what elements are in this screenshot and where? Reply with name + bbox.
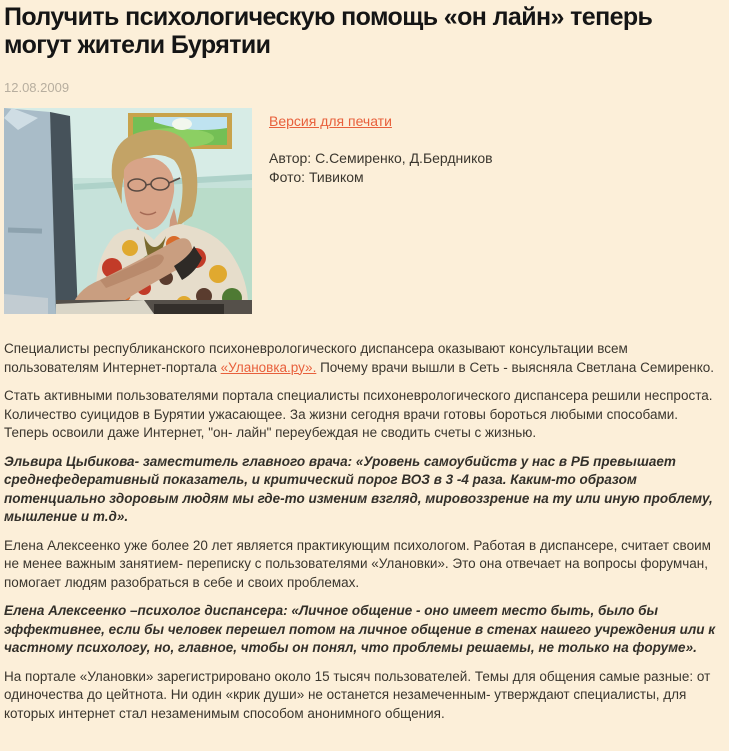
article-paragraph-4: Елена Алексеенко уже более 20 лет является практикующим психологом. Работая в диспансере, считает своим не менее важным занятием- переписку с пользователями «Улановки». Это она отвечает на вопросы форумчан, помогает людям разобраться в себе и своих проблемах. (4, 537, 711, 590)
desk (56, 300, 252, 314)
article-photo (4, 108, 252, 314)
ulanovka-link[interactable]: «Улановка.ру». (220, 359, 317, 375)
article-paragraph-2: Стать активными пользователями портала специалисты психоневрологического диспансера решили неспроста. Количество суицидов в Бурятии ужасающее. За жизни сегодня врачи готовы бороться любыми способами. Теперь освоили даже Интернет, "он- лайн" переубеждая не сводить счеты с жизнью. (4, 388, 713, 440)
article-meta (269, 108, 493, 314)
photo-illustration (4, 108, 252, 314)
article-date: 12.08.2009 (4, 80, 70, 95)
photo-credit-line: Фото: Тивиком (269, 169, 364, 185)
article-paragraph-lead (4, 340, 722, 377)
article-body (4, 340, 722, 723)
monitor (4, 108, 78, 314)
print-version-link[interactable]: Версия для печати (269, 113, 392, 129)
author-line: Автор: С.Семиренко, Д.Бердников (269, 150, 493, 166)
article-quote-tsybikova: Эльвира Цыбикова- заместитель главного врача: «Уровень самоубийств у нас в РБ превышает среднефедеративный показатель, и критический порог ВОЗ в 3 -4 раза. Каким-то образом потенциально здоровым людям мы где-то изменим взгляд, мировоззрение на ту или иную проблему, мышление и т.д». (4, 453, 713, 524)
article-paragraph-6: На портале «Улановки» зарегистрировано около 15 тысяч пользователей. Темы для общения самые разные: от одиночества до цейтнота. Ни один «крик души» не останется незамеченным- утверждают специалисты, для которых интернет стал незаменимым способом анонимного общения. (4, 668, 711, 721)
media-row (4, 108, 722, 314)
lead-text-before: Специалисты республиканского психоневрологического диспансера оказывают консультации всем пользователям Интернет-портала (4, 341, 628, 375)
lead-text-after: Почему врачи вышли в Сеть - выясняла Светлана Семиренко. (316, 359, 715, 375)
article-quote-alekseenko: Елена Алексеенко –психолог диспансера: «Личное общение - оно имеет место быть, было бы эффективнее, если бы человек перешел потом на личное общение в стенах нашего учреждения или к частному психологу, но, главное, чтобы он понял, что проблемы решаемы, не только на форуме». (4, 603, 716, 655)
page-title: Получить психологическую помощь «он лайн» теперь могут жители Бурятии (4, 3, 653, 59)
